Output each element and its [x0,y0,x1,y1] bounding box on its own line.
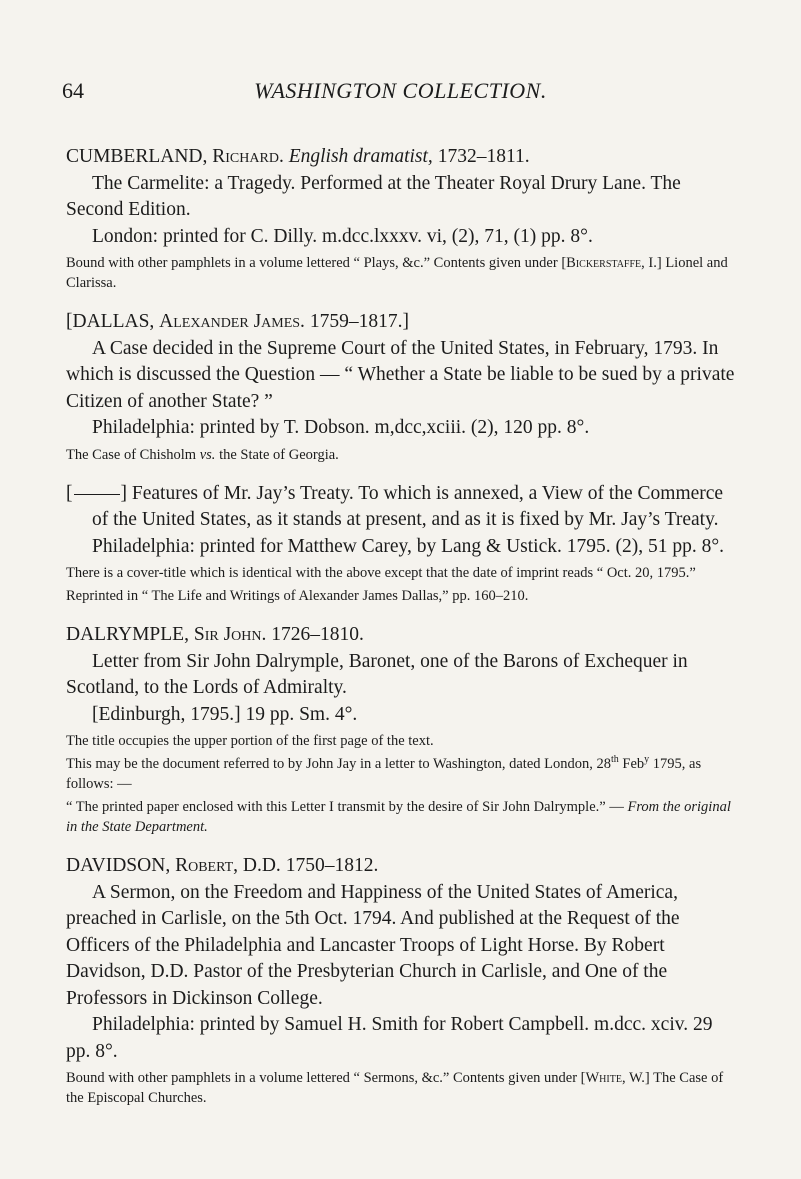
author-suffix: D.D. [242,855,281,876]
note-superscript: th [611,754,619,766]
entry-heading [66,853,738,880]
note-text: Bound with other pamphlets in a volume lettered “ Plays, &c.” Contents given under [ [66,255,567,271]
bracket-open: [ [66,482,73,504]
entry-heading [66,622,738,649]
entry-title: Letter from Sir John Dalrymple, Baronet, one of the Barons of Exchequer in Scotland, to the Lords of Admiralty. [66,650,688,698]
catalog-entry-dallas [66,309,738,465]
entry-imprint: Philadelphia: printed by T. Dobson. m,dcc,xciii. (2), 120 pp. 8°. [92,417,590,438]
note-text: Bound with other pamphlets in a volume lettered “ Sermons, &c.” Contents given under [ [66,1070,586,1086]
entry-imprint: Philadelphia: printed for Matthew Carey, by Lang & Ustick. 1795. (2), 51 pp. 8°. [92,535,725,557]
note-text: Feb [618,756,645,772]
note-italic: From the original in the State Department. [66,799,731,835]
author-dates: 1750–1812. [285,855,379,876]
note-text: “ The printed paper enclosed with this Letter I transmit by the desire of Sir John Dalrymple.” — [66,799,628,815]
entry-heading [66,481,738,534]
entry-note [66,445,738,465]
running-title: WASHINGTON COLLECTION. [254,78,547,103]
entry-imprint: [Edinburgh, 1795.] 19 pp. Sm. 4°. [92,703,358,725]
catalog-entry-davidson [66,853,738,1108]
entry-note: Reprinted in “ The Life and Writings of Alexander James Dallas,” pp. 160–210. [66,588,529,604]
entry-note [66,754,738,794]
entry-note [66,797,738,837]
ditto-dash [74,494,120,495]
note-text: W.] The Case of the Episcopal Churches. [66,1070,724,1106]
author-surname: DALRYMPLE, [66,624,189,645]
note-text: the State of Georgia. [215,446,339,463]
author-forename: Robert, [175,855,239,876]
entry-heading [66,309,738,336]
entry-note: There is a cover-title which is identical with the above except that the date of imprint reads “ Oct. 20, 1795.” [66,565,696,581]
entry-note: The title occupies the upper portion of the first page of the text. [66,733,434,749]
author-dates: 1732–1811. [437,146,530,167]
entry-title: The Carmelite: a Tragedy. Performed at the Theater Royal Drury Lane. The Second Edition. [66,172,681,220]
note-crossref: White, [585,1070,626,1086]
note-italic: vs. [199,446,216,463]
catalog-entry-dalrymple [66,622,738,837]
author-descriptor: English dramatist, [288,146,433,167]
entry-title: Features of Mr. Jay’s Treaty. To which is annexed, a View of the Commerce of the United States, as it stands at present, and as it is fixed by Mr. Jay’s Treaty. [92,482,724,530]
catalog-entry-jay-treaty [66,481,738,607]
entry-imprint: Philadelphia: printed by Samuel H. Smith for Robert Campbell. m.dcc. xciv. 29 pp. 8°. [66,1014,713,1062]
author-surname: CUMBERLAND, [66,146,208,167]
catalog-entry-cumberland [66,144,738,293]
author-forename: Richard. [212,146,284,167]
note-crossref: Bickerstaffe, [566,255,645,271]
note-text: This may be the document referred to by John Jay in a letter to Washington, dated London, 28 [66,756,612,772]
entry-note [66,1068,738,1108]
author-surname: DAVIDSON, [66,855,171,876]
catalog-entries [66,144,738,1124]
entry-imprint: London: printed for C. Dilly. m.dcc.lxxxv. vi, (2), 71, (1) pp. 8°. [92,225,593,247]
entry-note [66,253,738,293]
author-dates: 1759–1817.] [309,311,409,332]
page-header [62,78,739,112]
note-text: The Case of Chisholm [66,446,200,463]
note-text: I.] Lionel and Clarissa. [66,255,728,291]
bracket-open: [ [66,311,73,332]
bracket-close: ] [120,482,127,504]
author-surname: DALLAS, [72,311,155,332]
author-dates: 1726–1810. [271,624,364,645]
author-forename: Sir John. [193,624,267,645]
note-superscript: y [644,754,650,766]
entry-title: A Sermon, on the Freedom and Happiness of the United States of America, preached in Carlisle, on the 5th Oct. 1794. And published at the Request of the Officers of the Philadelphia and Lancaster Troops of Light Horse. By Robert Davidson, D.D. Pastor of the Presbyterian Church in Carlisle, and One of the Professors in Dickinson College. [66,881,680,1009]
entry-title: A Case decided in the Supreme Court of the United States, in February, 1793. In which is discussed the Question — “ Whether a State be liable to be sued by a private Citizen of another State? ” [66,337,735,412]
page-number: 64 [62,78,84,103]
entry-heading [66,144,738,171]
note-text: 1795, as follows: — [66,756,702,792]
author-forename: Alexander James. [159,311,305,332]
